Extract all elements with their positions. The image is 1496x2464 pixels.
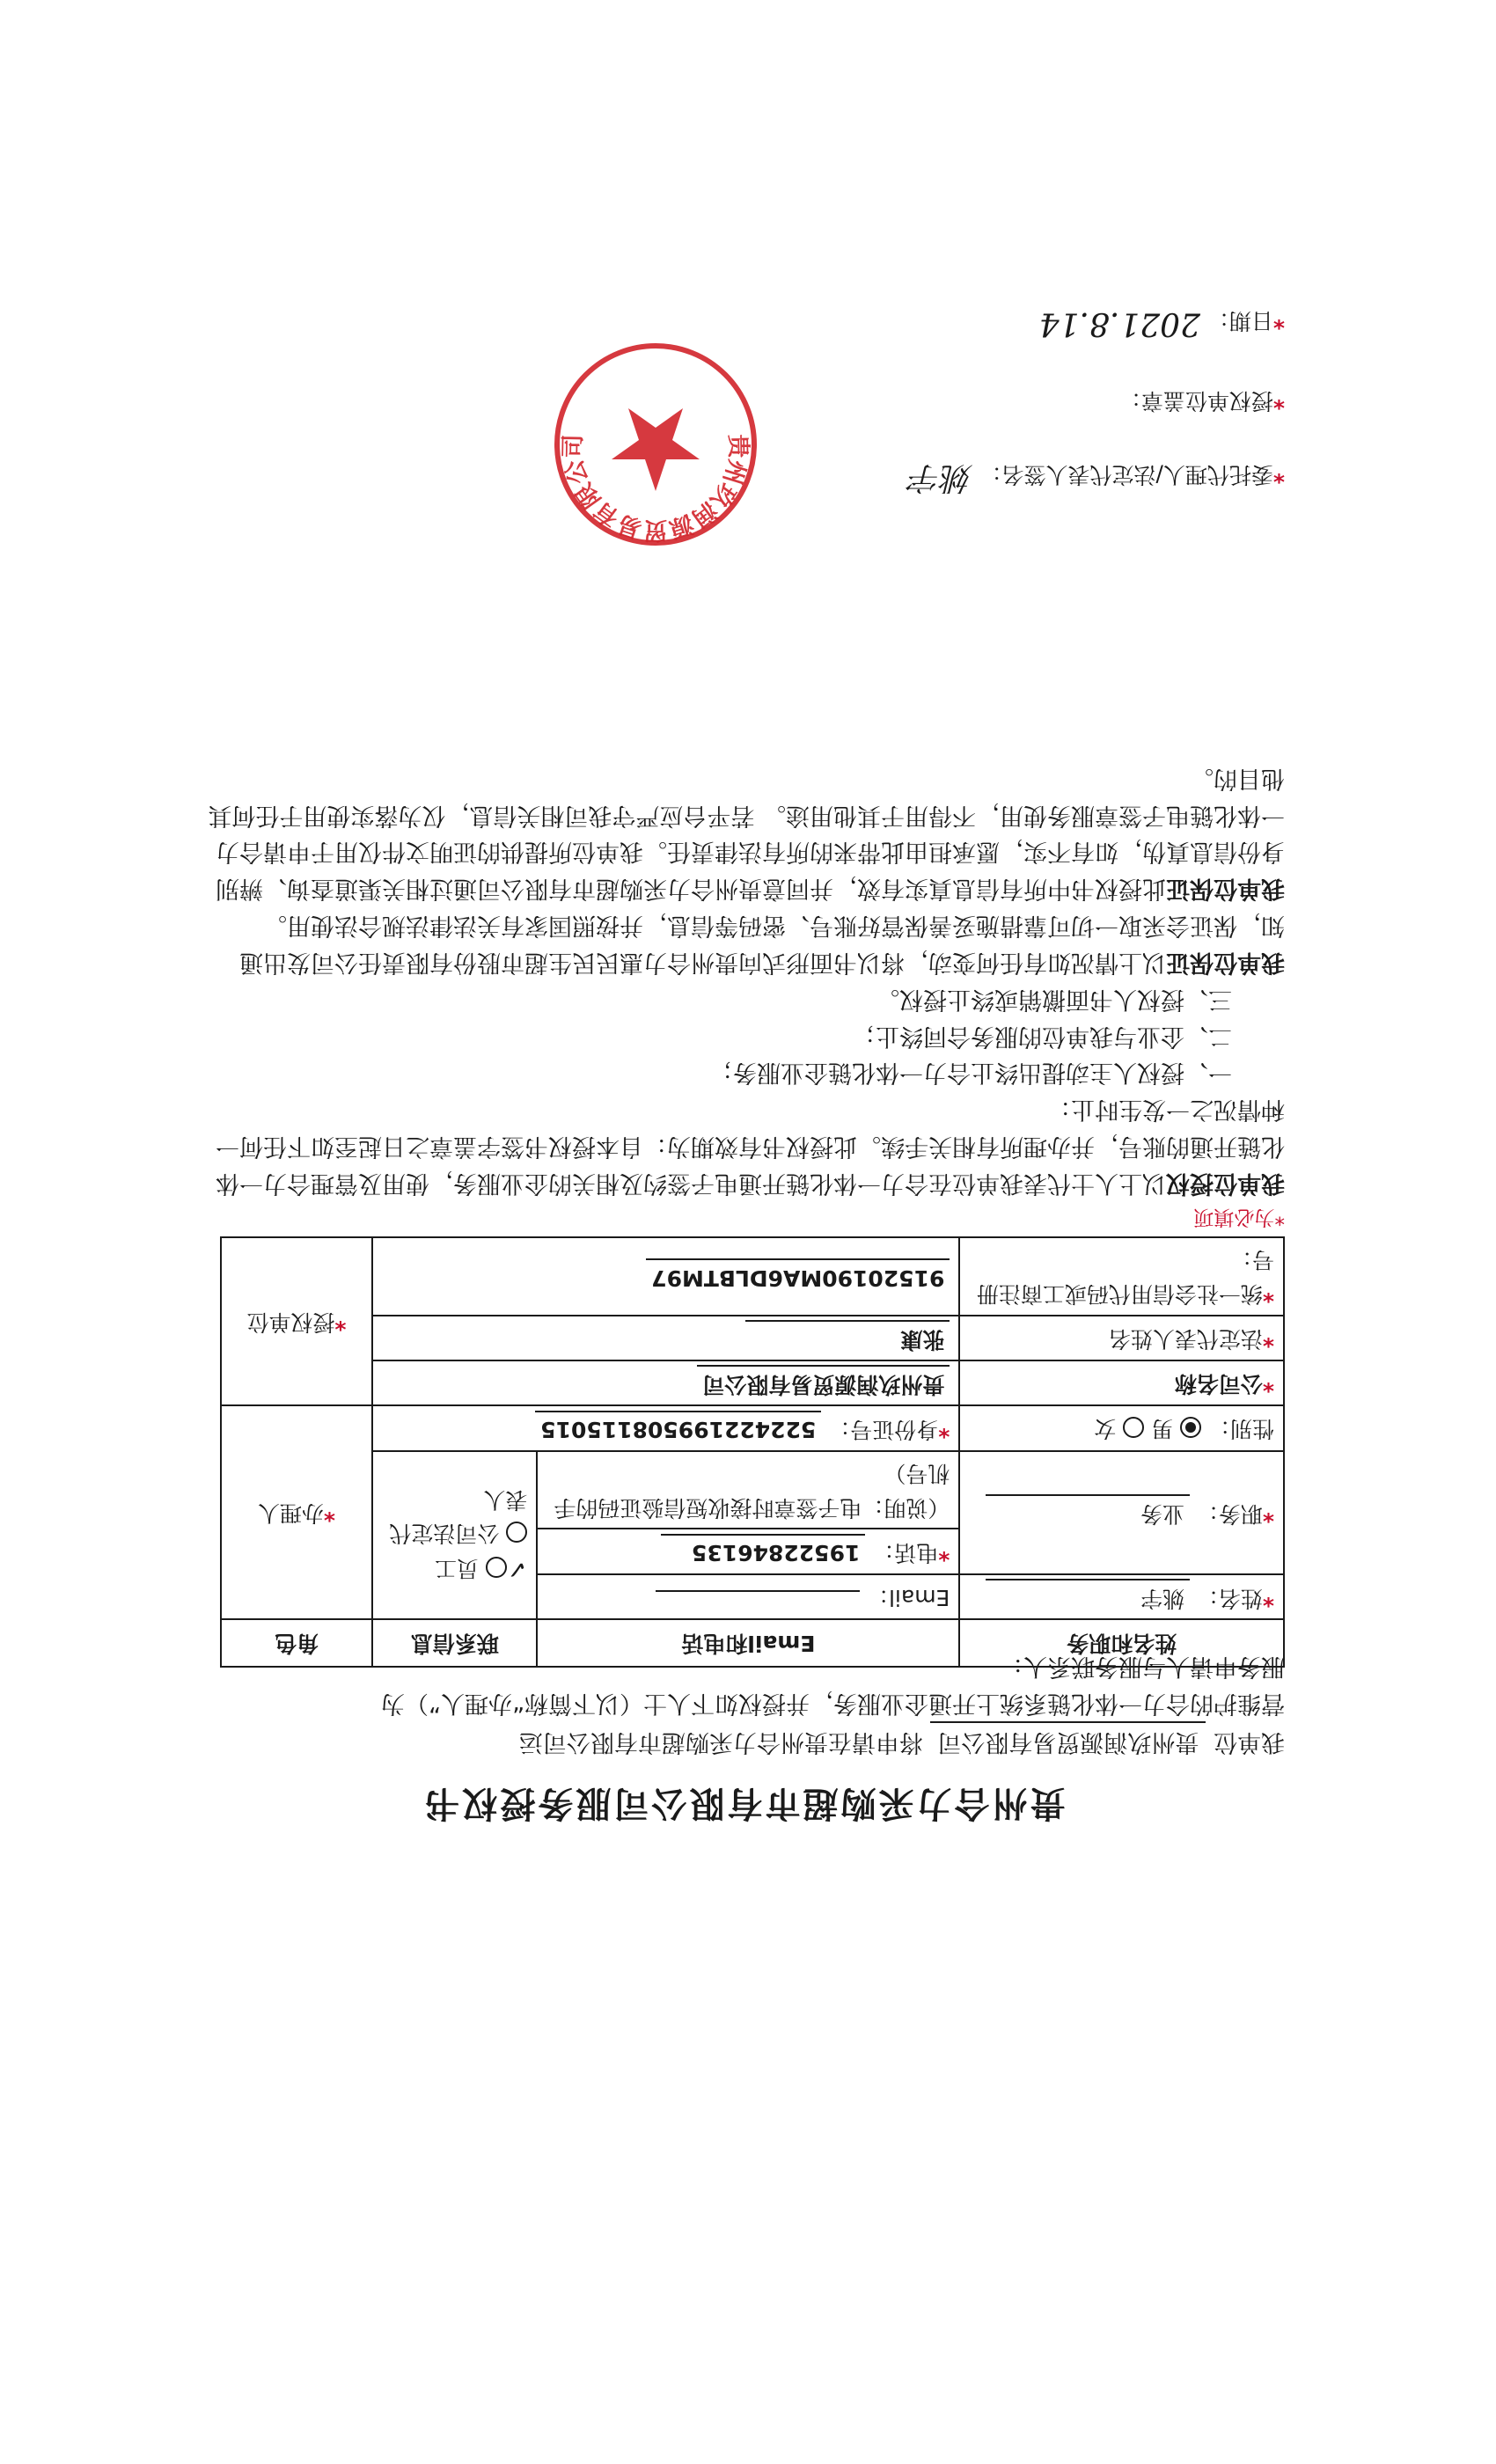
required-note: *为必填项 bbox=[1193, 1206, 1285, 1228]
agent-row-1 bbox=[221, 1574, 1284, 1619]
agent-title-cell: *职务： 业务 bbox=[959, 1451, 1284, 1574]
agent-email-cell bbox=[537, 1574, 959, 1619]
id-value: 522422199508115015 bbox=[535, 1411, 821, 1447]
legal-label: 法定代表人姓名 bbox=[1108, 1325, 1263, 1352]
header-contact: 联系信息 bbox=[372, 1619, 537, 1667]
gender-female-label: 女 bbox=[1094, 1416, 1117, 1442]
date-value: 2021.8.14 bbox=[1038, 305, 1200, 342]
clause-item-1: 一、授权人主动提出终止合力一体化链企业服务； bbox=[709, 1059, 1232, 1087]
seal-star-icon bbox=[612, 408, 700, 491]
intro-line3: 服务申请人与服务联系人： bbox=[1000, 1653, 1285, 1681]
company-seal-stamp bbox=[546, 334, 766, 554]
gender-male-label: 男 bbox=[1151, 1416, 1174, 1442]
clauses-section bbox=[202, 759, 1285, 1201]
agent-role-label: 办理人 bbox=[257, 1500, 324, 1527]
legal-value-cell bbox=[372, 1316, 959, 1360]
intro-prefix: 我单位 bbox=[1214, 1728, 1285, 1756]
clause-1-text: 以上人士代表我单位在合力一体化链开通电子签约及相关的企业服务，使用及管理合力一体化链开通的账号，并办理所有相关手续。此授权书有效期为：自本授权书签字盖章之日起至如下任何一种情况之一发生时止： bbox=[216, 1096, 1285, 1197]
gender-female-radio bbox=[1123, 1417, 1144, 1438]
agent-row-4 bbox=[221, 1405, 1284, 1450]
agent-signature: 姚宇 bbox=[909, 459, 973, 495]
option-legal-radio bbox=[506, 1522, 527, 1543]
agent-signature-line: *委托代理人/法定代表人签名： 姚宇 bbox=[909, 459, 1285, 495]
unit-stamp-line: *授权单位盖章： bbox=[1118, 388, 1285, 414]
unit-stamp-label: 授权单位盖章： bbox=[1118, 388, 1273, 414]
gender-male-radio bbox=[1180, 1417, 1201, 1438]
gender-label: 性别： bbox=[1207, 1416, 1274, 1442]
agent-role-cell: *办理人 bbox=[221, 1405, 372, 1619]
header-role: 角色 bbox=[221, 1619, 372, 1667]
email-value bbox=[656, 1590, 860, 1592]
date-line: *日期： 2021.8.14 bbox=[1038, 305, 1285, 342]
unit-role-label: 授权单位 bbox=[246, 1309, 335, 1336]
credit-value: 91520190MA6DLBTM97 bbox=[646, 1258, 950, 1294]
agent-name-cell: *姓名： 姚宇 bbox=[959, 1574, 1284, 1619]
name-label: 姓名： bbox=[1196, 1585, 1263, 1611]
table-header-row bbox=[221, 1619, 1284, 1667]
agent-note-cell: （说明：电子签章时接收短信验证码的手机号） bbox=[537, 1451, 959, 1529]
agent-gender-cell bbox=[959, 1405, 1284, 1450]
legal-value: 张康 bbox=[745, 1320, 950, 1356]
company-value-cell bbox=[372, 1360, 959, 1405]
unit-row-2 bbox=[221, 1316, 1284, 1360]
document-body-upside-down bbox=[176, 246, 1311, 1848]
intro-company: 贵州玖润源贸易有限公司 bbox=[930, 1721, 1206, 1760]
agent-signature-label: 委托代理人/法定代表人签名： bbox=[979, 462, 1273, 488]
clause-3-bold: 我单位保证 bbox=[1166, 875, 1285, 903]
phone-label: 电话： bbox=[872, 1540, 939, 1566]
clause-item-2: 二、企业与我单位的服务合同终止； bbox=[852, 1022, 1232, 1050]
option-staff-radio bbox=[486, 1557, 507, 1578]
clause-2 bbox=[202, 906, 1285, 980]
credit-label: 统一社会信用代码或工商注册号： bbox=[976, 1247, 1274, 1308]
clause-2-text: 以上情况如有任何变动，将以书面形式向贵州合力惠民民生超市股份有限责任公司发出通知，保证会采取一切可靠措施妥善保管好账号、密码等信息，并按照国家有关法律法规合法使用。 bbox=[239, 912, 1285, 976]
clause-1 bbox=[202, 1090, 1285, 1201]
option-legal-label: 公司法定代表人 bbox=[389, 1486, 528, 1547]
company-label: 公司名称 bbox=[1174, 1371, 1263, 1397]
credit-value-cell bbox=[372, 1237, 959, 1316]
unit-role-cell: *授权单位 bbox=[221, 1237, 372, 1405]
clause-3-text: 此授权书中所有信息真实有效，并同意贵州合力采购超市有限公司通过相关渠道查询、辨别身份信息真伪，如有不实，愿承担由此带来的所有法律责任。我单位所提供的证明文件仅用于申请合力一体化链电子签章服务使用，不得用于其他用途。 若平台应严守我司相关信息，仅为落实使用于任何其他目的。 bbox=[208, 764, 1285, 903]
option-staff-label: 员工 bbox=[434, 1555, 479, 1581]
checked-mark-icon: ✓ bbox=[506, 1554, 528, 1584]
company-value: 贵州玖润源贸易有限公司 bbox=[697, 1365, 950, 1401]
credit-label-cell: *统一社会信用代码或工商注册号： bbox=[959, 1237, 1284, 1316]
agent-id-cell: *身份证号： 522422199508115015 bbox=[372, 1405, 959, 1450]
email-label: Email： bbox=[867, 1584, 950, 1610]
clause-item-3: 三、授权人书面撤销或终止授权。 bbox=[876, 985, 1232, 1013]
clause-2-bold: 我单位保证 bbox=[1166, 948, 1285, 976]
clause-3 bbox=[202, 759, 1285, 906]
date-label: 日期： bbox=[1206, 308, 1273, 334]
id-label: 身份证号： bbox=[828, 1417, 939, 1443]
intro-line1: 将申请在贵州合力采购超市有限公司运 bbox=[518, 1728, 923, 1756]
name-value: 姚宇 bbox=[986, 1579, 1190, 1615]
unit-row-1 bbox=[221, 1360, 1284, 1405]
clause-1-bold: 我单位授权 bbox=[1166, 1170, 1285, 1197]
document-title: 贵州合力采购超市有限公司服务授权书 bbox=[422, 1783, 1066, 1823]
title-value: 业务 bbox=[986, 1494, 1190, 1530]
header-name: 姓名和职务 bbox=[959, 1619, 1284, 1667]
agent-phone-cell: *电话： 19522846135 bbox=[537, 1529, 959, 1573]
unit-row-3 bbox=[221, 1237, 1284, 1316]
intro-line2: 营维护的合力一体化链系统上开通企业服务，并授权如下人士（以下简称“办理人”）为 bbox=[381, 1690, 1285, 1718]
title-label: 职务： bbox=[1196, 1501, 1263, 1528]
legal-label-cell: *法定代表人姓名 bbox=[959, 1316, 1284, 1360]
phone-value: 19522846135 bbox=[661, 1534, 865, 1570]
header-email-phone: Email和电话 bbox=[537, 1619, 959, 1667]
authorization-table bbox=[220, 1236, 1285, 1668]
svg-text:贵州玖润源贸易有限公司: 贵州玖润源贸易有限公司 bbox=[559, 434, 752, 544]
company-label-cell: *公司名称 bbox=[959, 1360, 1284, 1405]
agent-option-cell bbox=[372, 1451, 537, 1619]
